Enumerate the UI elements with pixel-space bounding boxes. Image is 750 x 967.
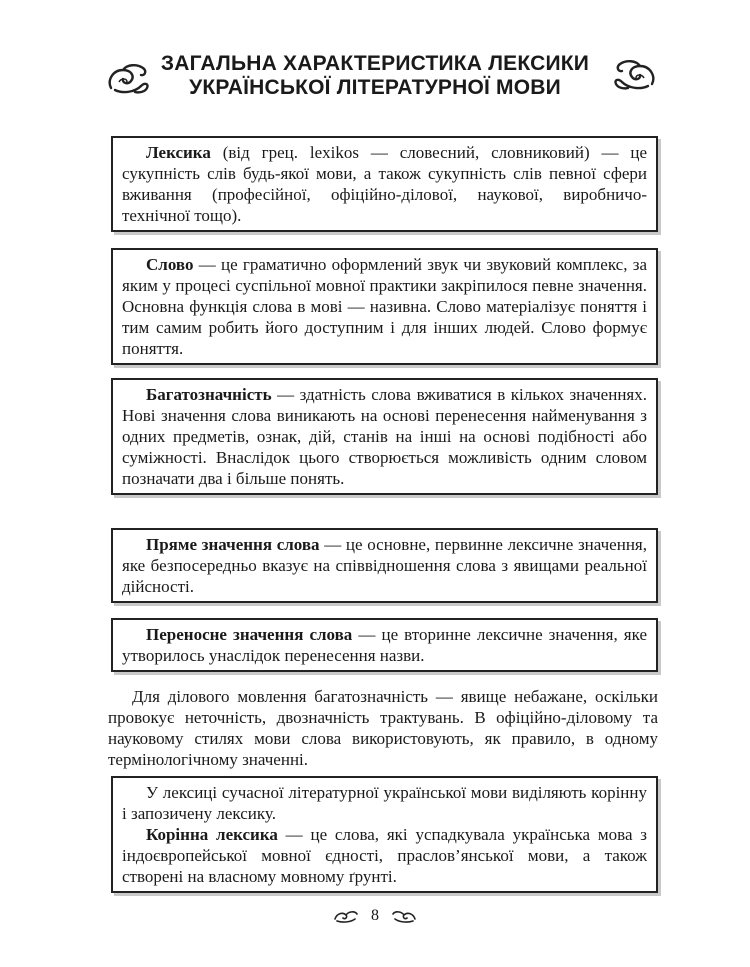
footer-ornament-right-icon	[391, 909, 417, 923]
definition-text	[122, 254, 647, 359]
footer-ornament-left-icon	[333, 909, 359, 923]
definition-text	[122, 624, 647, 666]
definition-body: — це вторинне лексичне значення, яке утворилось унаслідок перенесення назви.	[122, 625, 647, 665]
ornament-left-icon	[105, 62, 151, 96]
definition-term: Переносне значення слова	[146, 625, 353, 644]
body-paragraph	[108, 686, 658, 770]
definition-box-direct-meaning	[111, 528, 658, 603]
definition-box-lexicon	[111, 136, 658, 232]
page-footer	[0, 906, 750, 926]
definition-term: Пряме значення слова	[146, 535, 320, 554]
definition-box-figurative-meaning	[111, 618, 658, 672]
definition-text	[122, 824, 647, 887]
intro-text: У лексиці сучасної літературної української мови виділяють корінну і запозичену лексику.	[122, 783, 647, 823]
definition-term: Слово	[146, 255, 194, 274]
definition-box-polysemy	[111, 378, 658, 495]
ornament-right-icon	[612, 58, 658, 92]
page-number: 8	[371, 907, 379, 925]
title-line-2: УКРАЇНСЬКОЇ ЛІТЕРАТУРНОЇ МОВИ	[189, 76, 561, 99]
definition-box-word	[111, 248, 658, 365]
definition-box-native-lexicon	[111, 776, 658, 893]
title-line-1: ЗАГАЛЬНА ХАРАКТЕРИСТИКА ЛЕКСИКИ	[160, 52, 590, 75]
definition-term: Лексика	[146, 143, 211, 162]
definition-body: — здатність слова вживатися в кількох значеннях. Нові значення слова виникають на основі перенесення найменування з одних предметів, ознак, дій, станів на інші на основі подібності або суміжності. Внаслідок цього створюється можливість одним словом позначати два і більше понять.	[122, 385, 647, 488]
definition-body: (від грец. lexikos — словесний, словниковий) — це сукупність слів будь-якої мови, а також сукупність слів певної сфери вживання (професійної, офіційно-ділової, наукової, виробничо-технічної тощо).	[122, 143, 647, 225]
definition-text	[122, 534, 647, 597]
paragraph-text: Для ділового мовлення багатозначність — явище небажане, оскільки провокує неточність, двозначність трактувань. В офіційно-діловому та науковому стилях мови слова використовують, як правило, в одному термінологічному значенні.	[108, 687, 658, 769]
definition-term: Багатозначність	[146, 385, 272, 404]
definition-text	[122, 384, 647, 489]
definition-body: — це слова, які успадкувала українська мова з індоєвропейської мовної єдності, праслов’янської мови, а також створені на власному мовному ґрунті.	[122, 825, 647, 886]
definition-term: Корінна лексика	[146, 825, 278, 844]
definition-body: — це граматично оформлений звук чи звуковий комплекс, за яким у процесі суспільної мовної практики закріпилося певне значення. Основна функція слова в мові — називна. Слово матеріалізує поняття і тим самим робить його доступним і для інших людей. Слово формує поняття.	[122, 255, 647, 358]
definition-text	[122, 142, 647, 226]
definition-body: — це основне, первинне лексичне значення, яке безпосередньо вказує на співвідношення слова з явищами реальної дійсності.	[122, 535, 647, 596]
